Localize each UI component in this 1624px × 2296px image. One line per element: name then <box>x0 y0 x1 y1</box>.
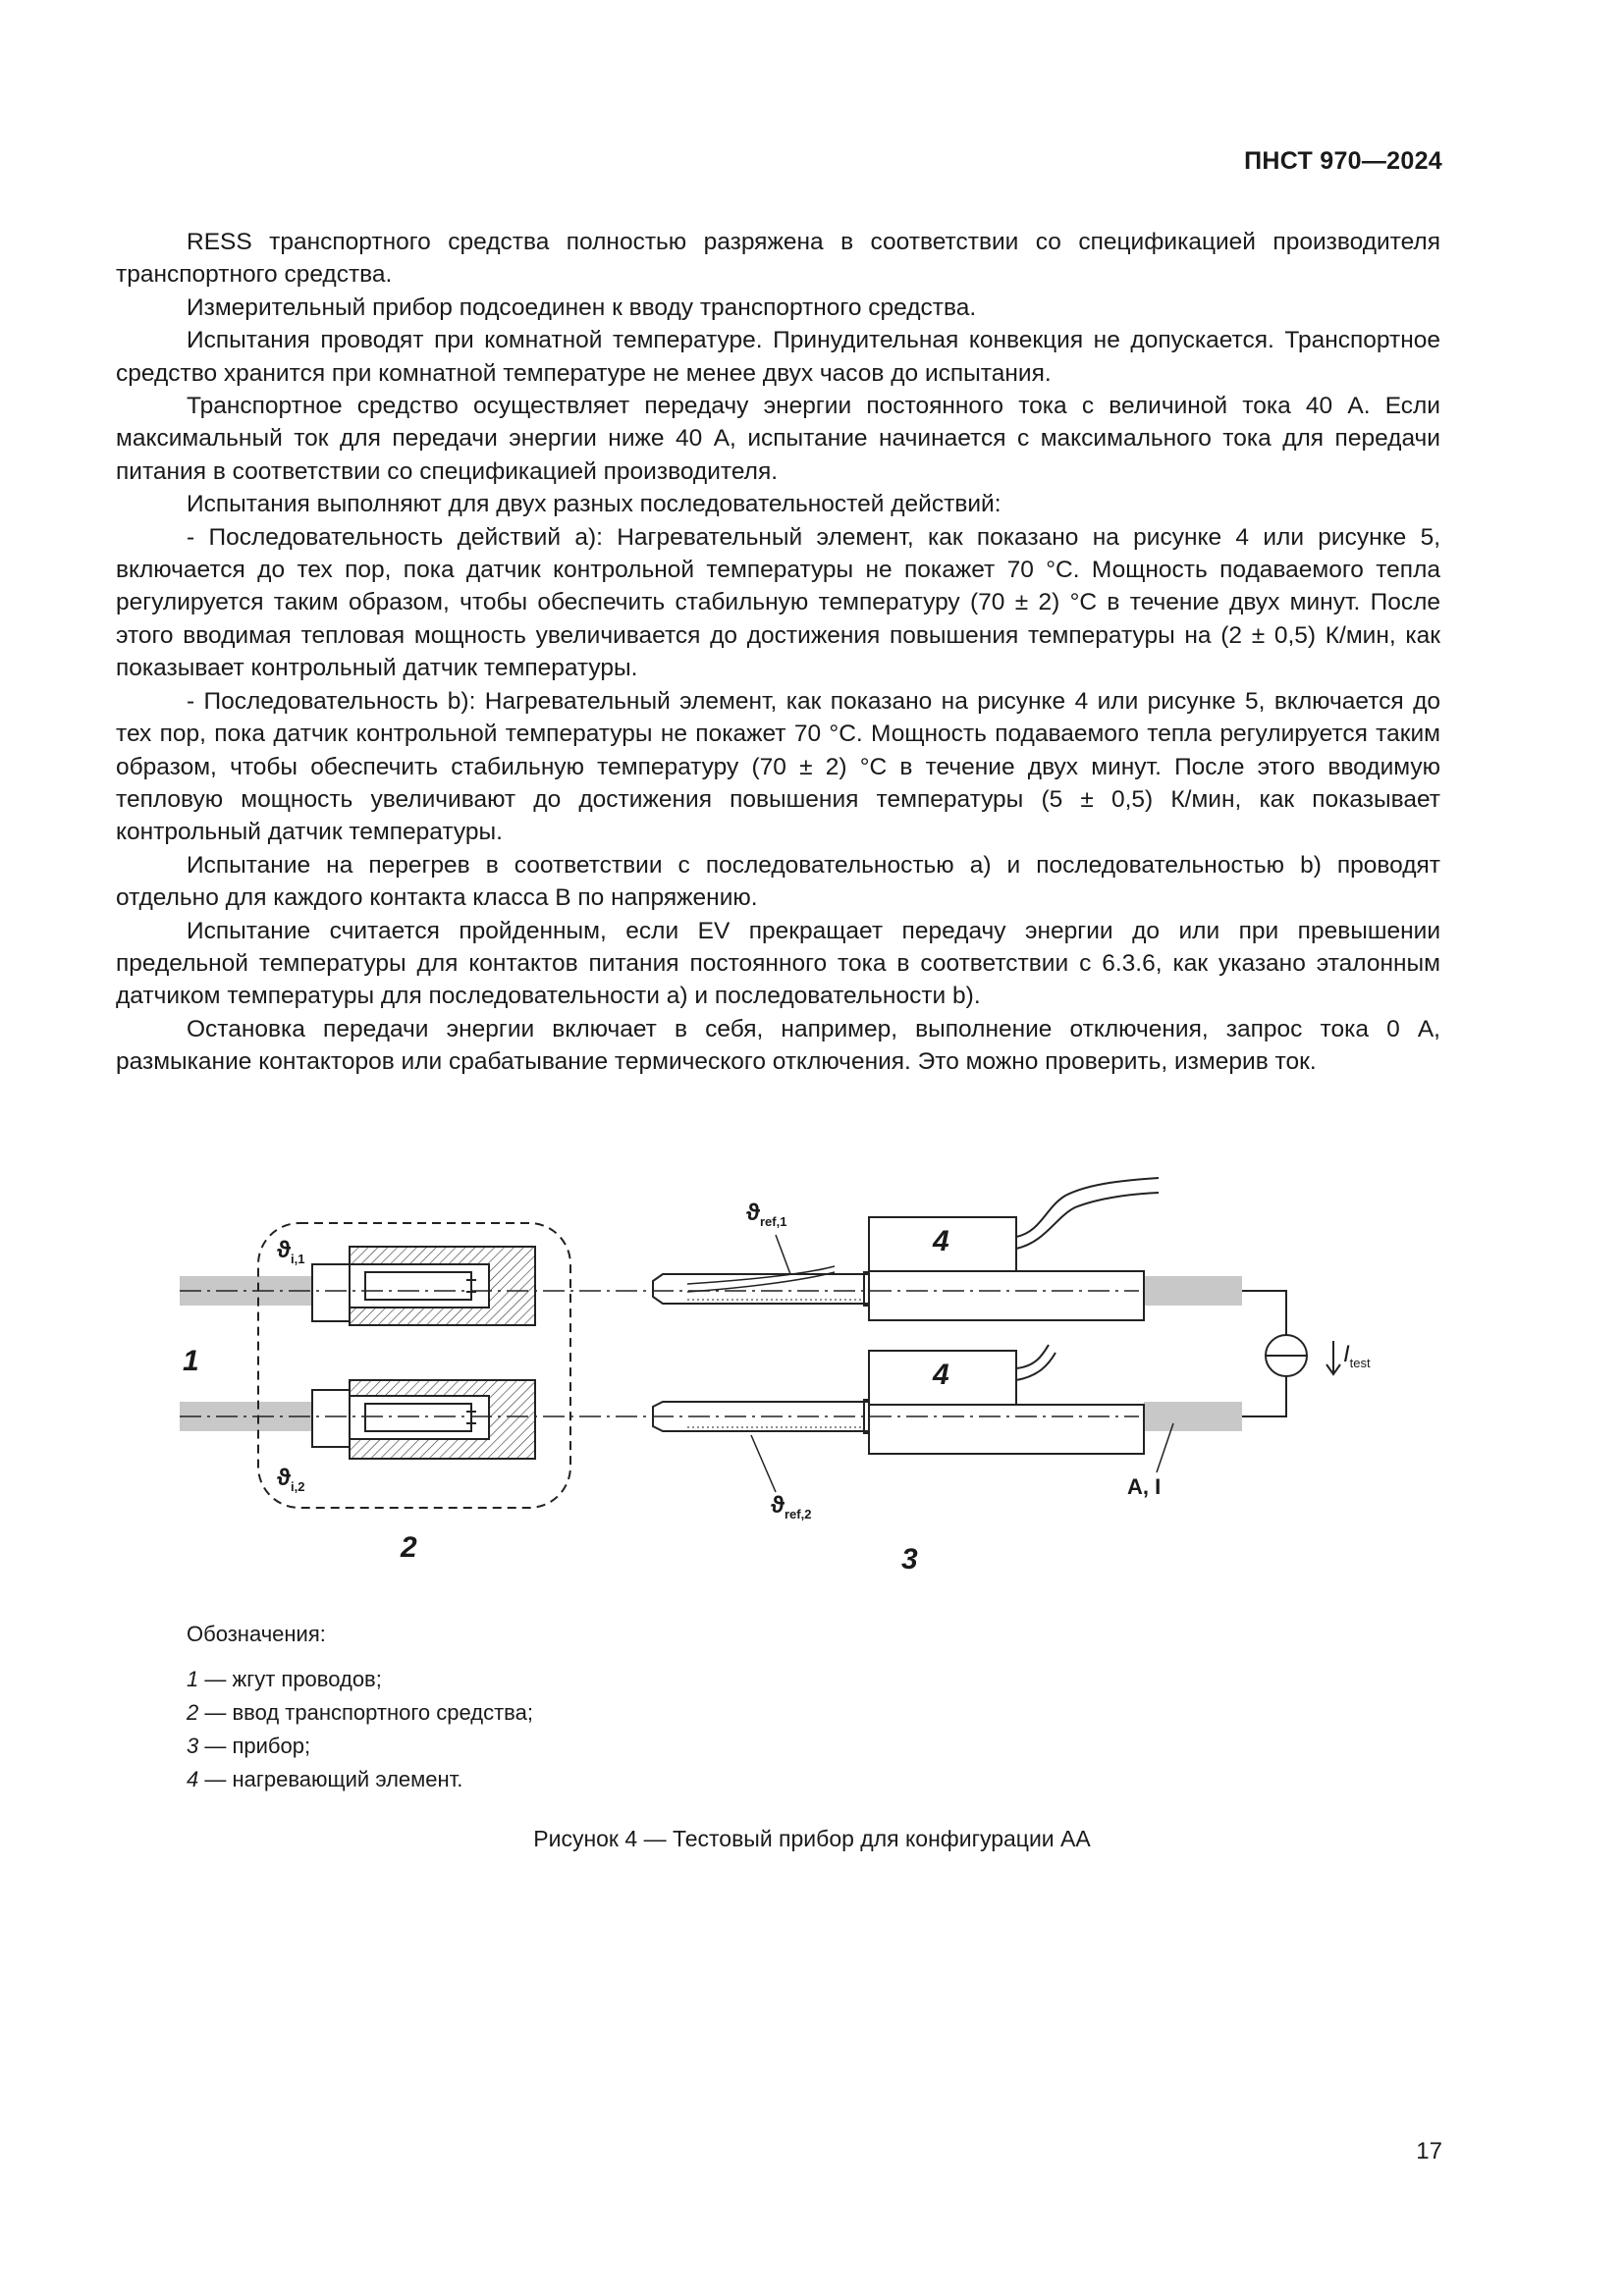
test-fixture-diagram <box>0 1158 1624 1590</box>
body-text <box>116 226 1440 1079</box>
legend-item: 4 — нагревающий элемент. <box>187 1767 463 1791</box>
label-vehicle-inlet: 2 <box>401 1531 417 1564</box>
figure-caption: Рисунок 4 — Тестовый прибор для конфигурации АА <box>533 1826 1091 1851</box>
figure-legend <box>187 1618 533 1796</box>
legend-title: Обозначения: <box>187 1622 326 1646</box>
inlet-contact-2 <box>312 1380 535 1459</box>
label-theta-ref1: $ϑ_{ref,1}$ <box>746 1200 787 1229</box>
page-number: 17 <box>1416 2138 1442 2164</box>
label-heating-element-2: 4 <box>933 1359 949 1391</box>
paragraph: Остановка передачи энергии включает в себя, например, выполнение отключения, запрос тока 0 А, размыкание контакторов или срабатывание термического отключения. Это можно проверить, измерив ток. <box>116 1015 1440 1076</box>
test-fixture-figure <box>0 1158 1624 1590</box>
label-i-test: $I_{test}$ <box>1343 1341 1371 1370</box>
paragraph: Транспортное средство осуществляет передачу энергии постоянного тока с величиной тока 40 А. Если максимальный ток для передачи энергии ниже 40 А, испытание начинается с максимального тока для передачи питания в соответствии со спецификацией производителя. <box>116 393 1440 485</box>
legend-item: 1 — жгут проводов; <box>187 1667 382 1691</box>
paragraph: RESS транспортного средства полностью разряжена в соответствии со спецификацией производителя транспортного средства. <box>116 229 1440 289</box>
current-source <box>1242 1291 1340 1416</box>
heating-element-1 <box>869 1217 1144 1320</box>
legend-item: 2 — ввод транспортного средства; <box>187 1700 533 1725</box>
paragraph: Испытание на перегрев в соответствии с последовательностью a) и последовательностью b) проводят отдельно для каждого контакта класса B по напряжению. <box>116 851 1440 912</box>
label-theta-ref2: $ϑ_{ref,2}$ <box>771 1492 812 1522</box>
label-wire-harness: 1 <box>183 1345 199 1377</box>
paragraph: Испытания выполняют для двух разных последовательностей действий: <box>187 491 1001 518</box>
paragraph: Измерительный прибор подсоединен к вводу транспортного средства. <box>187 294 977 321</box>
document-code: ПНСТ 970—2024 <box>1244 147 1442 175</box>
paragraph: - Последовательность действий a): Нагревательный элемент, как показано на рисунке 4 или рисунке 5, включается до тех пор, пока датчик контрольной температуры не покажет 70 °С. Мощность подаваемого тепла регулируется таким образом, чтобы обеспечить стабильную температуру (70 ± 2) °С в течение двух минут. После этого вводимая тепловая мощность увеличивается до достижения повышения температуры на (2 ± 0,5) К/мин, как показывает контрольный датчик температуры. <box>116 523 1440 682</box>
legend-item: 3 — прибор; <box>187 1734 311 1758</box>
paragraph: Испытание считается пройденным, если EV прекращает передачу энергии до или при превышении предельной температуры для контактов питания постоянного тока в соответствии с 6.3.6, как указано эталонным датчиком температуры для последовательности a) и последовательности b). <box>116 917 1440 1010</box>
label-instrument: 3 <box>901 1543 918 1575</box>
paragraph: - Последовательность b): Нагревательный элемент, как показано на рисунке 4 или рисунке 5, включается до тех пор, пока датчик контрольной температуры не покажет 70 °С. Мощность подаваемого тепла регулируется таким образом, чтобы обеспечить стабильную температуру (70 ± 2) °С в течение двух минут. После этого вводимую тепловую мощность увеличивают до достижения повышения температуры (5 ± 0,5) К/мин, как показывает контрольный датчик температуры. <box>116 687 1440 846</box>
label-theta-i1: $ϑ_{i,1}$ <box>277 1237 305 1266</box>
label-heating-element-1: 4 <box>933 1225 949 1257</box>
heating-element-2 <box>869 1351 1144 1454</box>
label-theta-i2: $ϑ_{i,2}$ <box>277 1465 305 1494</box>
label-a-i: A, I <box>1127 1474 1162 1499</box>
inlet-contact-1 <box>312 1247 535 1325</box>
paragraph: Испытания проводят при комнатной температуре. Принудительная конвекция не допускается. Транспортное средство хранится при комнатной температуре не менее двух часов до испытания. <box>116 327 1440 387</box>
